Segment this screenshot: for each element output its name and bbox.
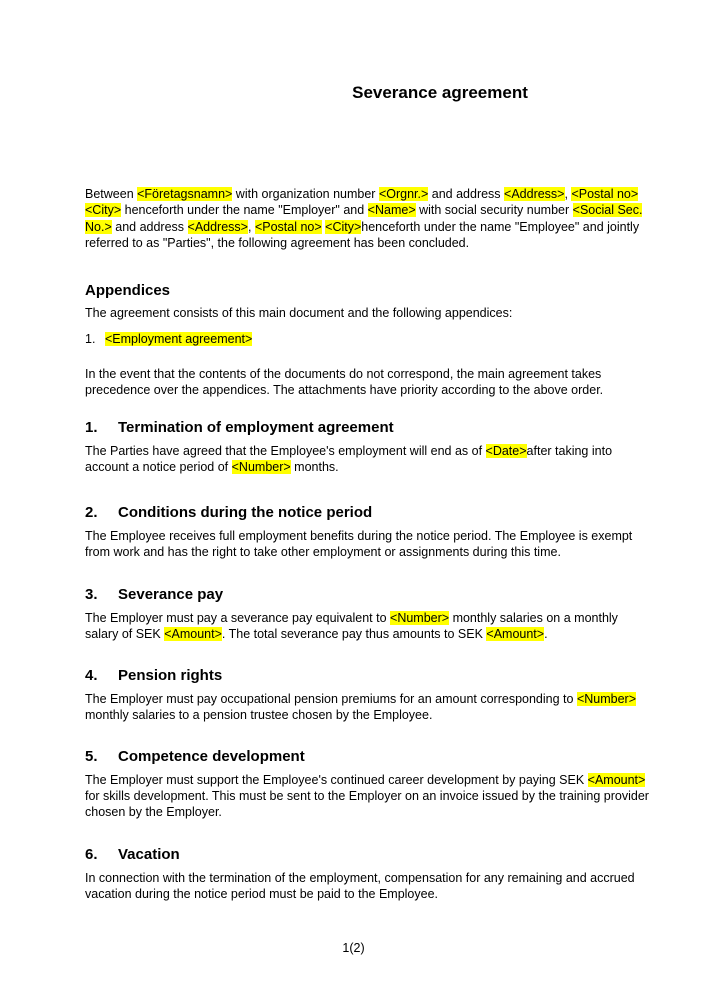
text-run: months.: [290, 459, 339, 474]
appendices-section: [85, 282, 622, 398]
appendix-list: [85, 331, 622, 347]
placeholder-field[interactable]: <Number>: [576, 691, 636, 706]
placeholder-field[interactable]: <Företagsnamn>: [137, 187, 233, 201]
text-run: and address: [428, 187, 505, 201]
text-run: henceforth under the name "Employer" and: [121, 203, 368, 218]
placeholder-field[interactable]: <Amount>: [587, 772, 646, 787]
text-run: In connection with the termination of the employment, compensation for any remaining and accrued: [85, 870, 635, 885]
placeholder-field[interactable]: <Postal no>: [254, 219, 322, 234]
placeholder-field[interactable]: <Orgnr.>: [378, 187, 429, 201]
section-title: Vacation: [118, 846, 180, 863]
text-run: The Parties have agreed that the Employee's employment will end as of: [85, 443, 486, 458]
section-number: 6.: [85, 846, 98, 863]
appendices-heading: [85, 282, 622, 299]
text-run: The Employer must support the Employee's continued career development by paying SEK: [85, 772, 588, 787]
section-body: [85, 610, 622, 643]
text-run: precedence over the appendices. The attachments have priority according to the above order.: [85, 382, 604, 397]
text-run: The Employer must pay occupational pension premiums for an amount corresponding to: [85, 691, 577, 706]
text-run: chosen by the Employer.: [85, 805, 222, 820]
appendix-list-item: [85, 331, 622, 347]
placeholder-field[interactable]: <Address>: [504, 187, 565, 201]
list-item-number: 1.: [85, 332, 96, 347]
placeholder-field[interactable]: <Amount>: [164, 626, 222, 641]
section-title: Severance pay: [118, 586, 224, 603]
placeholder-field[interactable]: <Name>: [367, 203, 416, 218]
placeholder-field[interactable]: <Amount>: [486, 626, 545, 641]
section-title: Pension rights: [118, 667, 223, 684]
section-title: Competence development: [118, 748, 305, 765]
text-run: . The total severance pay thus amounts to SEK: [221, 626, 487, 641]
section-number: 2.: [85, 504, 98, 521]
section-termination-of-employment-agreement: [85, 419, 622, 475]
section-heading: [85, 504, 622, 521]
text-run: referred to as "Parties", the following agreement has been concluded.: [85, 235, 470, 250]
placeholder-field[interactable]: <City>: [85, 203, 122, 218]
appendices-lead: The agreement consists of this main document and the following appendices:: [85, 306, 513, 320]
section-pension-rights: [85, 667, 636, 723]
text-run: The Employer must pay a severance pay equivalent to: [85, 610, 391, 625]
section-title: Conditions during the notice period: [118, 504, 373, 521]
placeholder-field[interactable]: No.>: [85, 219, 112, 234]
text-run: from work and has the right to take other employment or assignments during this time.: [85, 544, 561, 559]
text-run: .: [544, 626, 548, 641]
text-run: monthly salaries to a pension trustee chosen by the Employee.: [85, 707, 433, 722]
section-heading: [85, 419, 622, 436]
text-run: Between: [85, 187, 138, 201]
section-number: 4.: [85, 667, 98, 684]
appendices-heading-label: Appendices: [85, 282, 171, 299]
appendices-note: [85, 366, 622, 399]
page-number: 1(2): [342, 941, 365, 955]
section-conditions-during-the-notice-period: [85, 504, 633, 560]
section-body: [85, 772, 649, 821]
placeholder-field[interactable]: <Date>: [485, 443, 527, 458]
text-run: henceforth under the name "Employee" and jointly: [361, 219, 640, 234]
text-run: monthly salaries on a monthly: [449, 610, 618, 625]
section-heading: [85, 667, 622, 684]
section-severance-pay: [85, 586, 622, 642]
text-run: The Employee receives full employment benefits during the notice period. The Employee is exempt: [85, 528, 633, 543]
list-item-text: [105, 331, 252, 347]
placeholder-field[interactable]: <Address>: [187, 219, 248, 234]
text-run: vacation during the notice period must be paid to the Employee.: [85, 886, 438, 901]
text-run: with organization number: [232, 187, 379, 201]
text-run: and address: [111, 219, 188, 234]
placeholder-field[interactable]: <Employment agreement>: [105, 332, 253, 347]
section-heading: [85, 846, 622, 863]
text-run: ,: [564, 187, 572, 201]
placeholder-field[interactable]: <Number>: [390, 610, 450, 625]
text-run: salary of SEK: [85, 626, 165, 641]
text-run: In the event that the contents of the documents do not correspond, the main agreement takes: [85, 366, 602, 381]
placeholder-field[interactable]: <City>: [325, 219, 362, 234]
section-body: [85, 528, 633, 561]
section-body: [85, 443, 622, 476]
text-run: ,: [247, 219, 255, 234]
section-body: [85, 870, 635, 903]
section-number: 3.: [85, 586, 98, 603]
section-vacation: [85, 846, 635, 902]
placeholder-field[interactable]: <Postal no>: [571, 187, 639, 201]
section-title: Termination of employment agreement: [118, 419, 394, 436]
placeholder-field[interactable]: <Number>: [231, 459, 291, 474]
text-run: for skills development. This must be sent to the Employer on an invoice issued by the training provider: [85, 788, 649, 803]
section-heading: [85, 586, 622, 603]
document-title: Severance agreement: [352, 83, 528, 102]
section-number: 1.: [85, 419, 98, 436]
intro-paragraph: [85, 186, 643, 251]
placeholder-field[interactable]: <Social Sec.: [572, 203, 643, 218]
text-run: with social security number: [415, 203, 573, 218]
section-heading: [85, 748, 622, 765]
text-run: account a notice period of: [85, 459, 232, 474]
section-body: [85, 691, 636, 724]
text-run: after taking into: [526, 443, 613, 458]
section-competence-development: [85, 748, 649, 820]
section-number: 5.: [85, 748, 98, 765]
